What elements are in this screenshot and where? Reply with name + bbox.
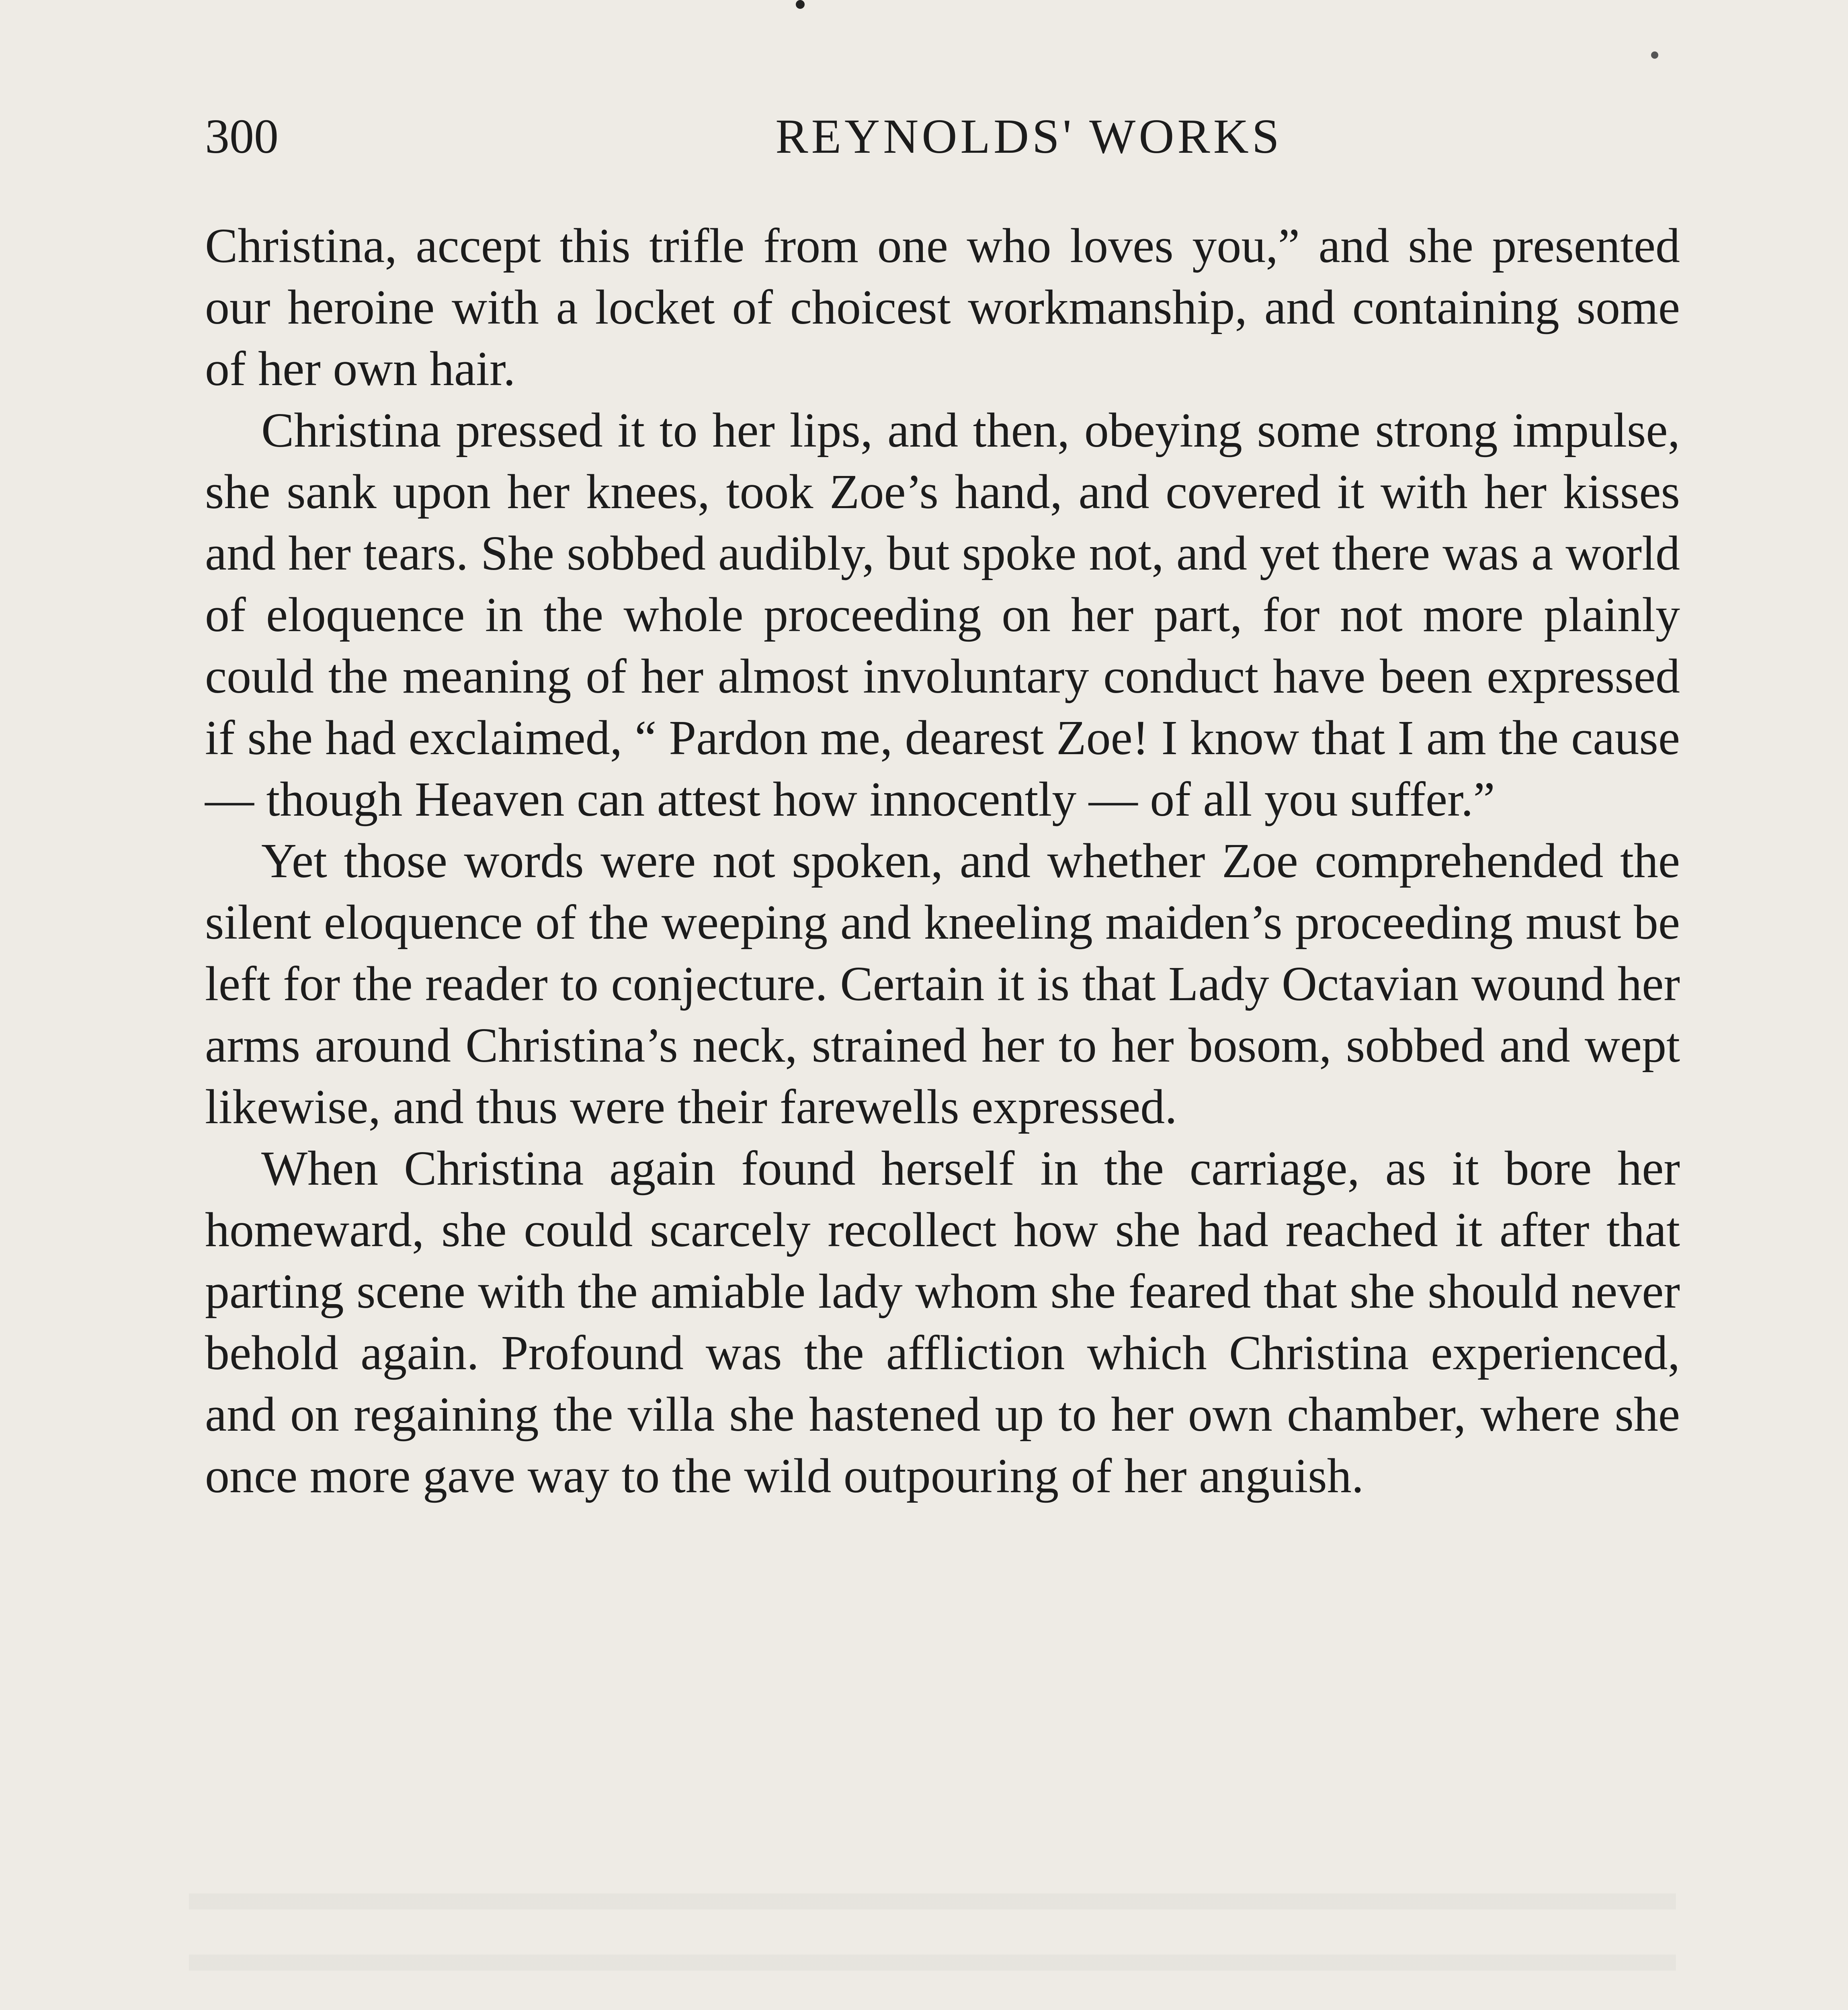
ink-speck xyxy=(1651,51,1658,59)
page-number: 300 xyxy=(205,109,279,164)
bleed-through-text xyxy=(189,1869,1676,2010)
paragraph: When Christina again found herself in the carriage, as it bore her homeward, she could scarcely recollect how she had reached it after that parting scene with the amiable lady whom she feared that she should never behold again. Profound was the affliction which Christina experienced, and on regaining the villa she hastened up to her own chamber, where she once more gave way to the wild outpouring of her anguish. xyxy=(205,1141,1680,1503)
running-title: REYNOLDS' WORKS xyxy=(775,109,1283,164)
paragraph: Christina, accept this trifle from one who loves you,” and she presented our heroine with a locket of choicest workmanship, and containing some of her own hair. xyxy=(205,219,1680,396)
paragraph: Yet those words were not spoken, and whether Zoe comprehended the silent eloquence of the weeping and kneeling maiden’s proceeding must be left for the reader to conjecture. Certain it is that Lady Octavian wound her arms around Christina’s neck, strained her to her bosom, sobbed and wept likewise, and thus were their farewells expressed. xyxy=(205,834,1680,1134)
paragraph: Christina pressed it to her lips, and then, obeying some strong impulse, she sank upon her knees, took Zoe’s hand, and covered it with her kisses and her tears. She sobbed audibly, but spoke not, and yet there was a world of eloquence in the whole proceeding on her part, for not more plainly could the meaning of her almost involuntary conduct have been expressed if she had exclaimed, “ Pardon me, dearest Zoe! I know that I am the cause — though Heaven can attest how innocently — of all you suffer.” xyxy=(205,403,1680,827)
ink-speck xyxy=(796,0,805,9)
body-text xyxy=(205,215,1680,1507)
running-head xyxy=(205,105,1680,169)
